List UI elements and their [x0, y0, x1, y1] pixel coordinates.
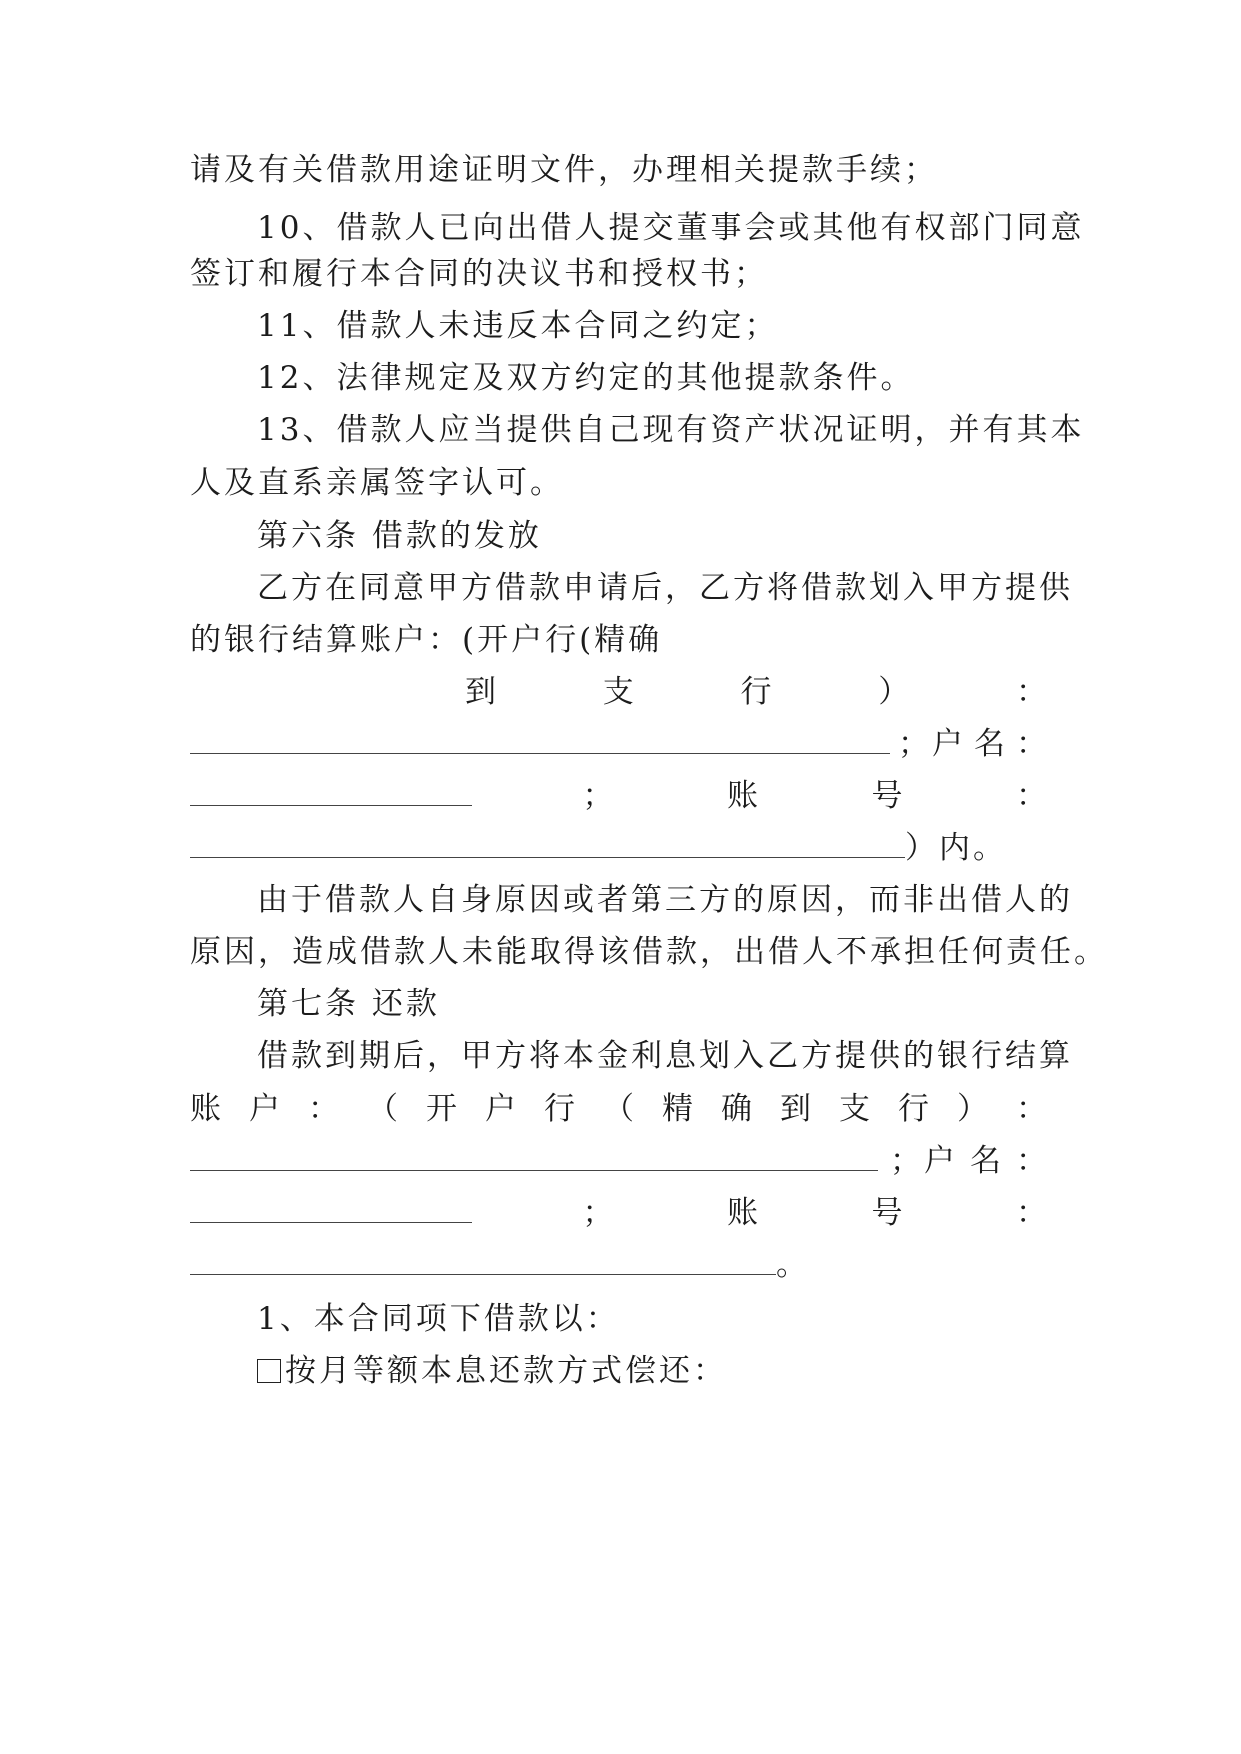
account-number-blank[interactable]: [190, 829, 905, 858]
text-fragment: 账: [727, 1195, 761, 1231]
text-fragment: ：: [1016, 1143, 1050, 1179]
paragraph-line: 签订和履行本合同的决议书和授权书；: [190, 256, 768, 292]
text-fragment: 号: [871, 1195, 906, 1231]
bank-branch-line: [190, 1089, 1050, 1129]
text-fragment: 开: [426, 1091, 460, 1127]
text-fragment: ：: [1016, 1091, 1050, 1127]
article-6-heading: 第六条 借款的发放: [257, 518, 542, 554]
account-number-end-line: [190, 1245, 1050, 1285]
account-name-line: [190, 1141, 1050, 1181]
repayment-option-label: 按月等额本息还款方式偿还：: [285, 1353, 727, 1389]
text-fragment: ；: [582, 778, 617, 814]
account-name-blank[interactable]: [190, 725, 890, 754]
text-fragment: 名: [974, 726, 1008, 762]
text-fragment: ）: [878, 674, 913, 710]
paragraph-line: 的银行结算账户：(开户行(精确: [190, 622, 663, 658]
paragraph-line: 原因，造成借款人未能取得该借款，出借人不承担任何责任。: [190, 934, 1108, 970]
paragraph-line: 请及有关借款用途证明文件，办理相关提款手续；: [190, 152, 938, 188]
account-name-blank[interactable]: [190, 1142, 878, 1171]
account-blank[interactable]: [190, 1194, 472, 1223]
clause-10: 10、借款人已向出借人提交董事会或其他有权部门同意: [257, 210, 1085, 246]
clause-13: 13、借款人应当提供自己现有资产状况证明，并有其本: [257, 412, 1085, 448]
text-fragment: （: [367, 1091, 401, 1127]
paragraph-line: 人及直系亲属签字认可。: [190, 465, 564, 501]
clause-12: 12、法律规定及双方约定的其他提款条件。: [257, 360, 915, 396]
repayment-item-1: 1、本合同项下借款以：: [257, 1301, 620, 1337]
text-fragment: 支: [839, 1091, 873, 1127]
account-number-line: [190, 776, 1050, 816]
account-number-line: [190, 1193, 1050, 1233]
text-fragment: ）内。: [905, 830, 1007, 866]
article-7-heading: 第七条 还款: [257, 986, 440, 1022]
paragraph-line: 由于借款人自身原因或者第三方的原因，而非出借人的: [257, 882, 1073, 918]
text-fragment: 号: [871, 778, 906, 814]
repayment-option-line: [257, 1351, 1050, 1391]
text-fragment: 支: [602, 674, 637, 710]
account-blank[interactable]: [190, 777, 472, 806]
text-fragment: 。: [776, 1247, 810, 1283]
text-fragment: （: [603, 1091, 637, 1127]
text-fragment: ：: [1016, 1195, 1050, 1231]
text-fragment: 名: [970, 1143, 1004, 1179]
text-fragment: 到: [465, 674, 499, 710]
text-fragment: 行: [740, 674, 775, 710]
text-fragment: 账: [727, 778, 761, 814]
text-fragment: 行: [544, 1091, 578, 1127]
text-fragment: 账: [190, 1091, 224, 1127]
text-fragment: ）: [957, 1091, 991, 1127]
text-fragment: 行: [898, 1091, 932, 1127]
text-fragment: 户: [485, 1091, 519, 1127]
checkbox-icon[interactable]: [257, 1359, 281, 1383]
text-fragment: ：: [308, 1091, 342, 1127]
account-number-end-line: [190, 828, 1050, 868]
text-fragment: ；户: [898, 726, 966, 762]
text-fragment: ：: [1016, 726, 1050, 762]
clause-11: 11、借款人未违反本合同之约定；: [257, 308, 779, 344]
text-fragment: ：: [1016, 674, 1050, 710]
paragraph-line: 借款到期后，甲方将本金利息划入乙方提供的银行结算: [257, 1038, 1073, 1074]
paragraph-line: 乙方在同意甲方借款申请后，乙方将借款划入甲方提供: [257, 570, 1073, 606]
account-name-line: [190, 724, 1050, 764]
text-fragment: 精: [662, 1091, 696, 1127]
text-fragment: ：: [1016, 778, 1050, 814]
account-number-blank[interactable]: [190, 1246, 776, 1275]
text-fragment: 户: [249, 1091, 283, 1127]
text-fragment: 到: [780, 1091, 814, 1127]
bank-branch-line: [465, 672, 1050, 712]
text-fragment: ；: [582, 1195, 617, 1231]
text-fragment: ；户: [890, 1143, 958, 1179]
text-fragment: 确: [721, 1091, 755, 1127]
